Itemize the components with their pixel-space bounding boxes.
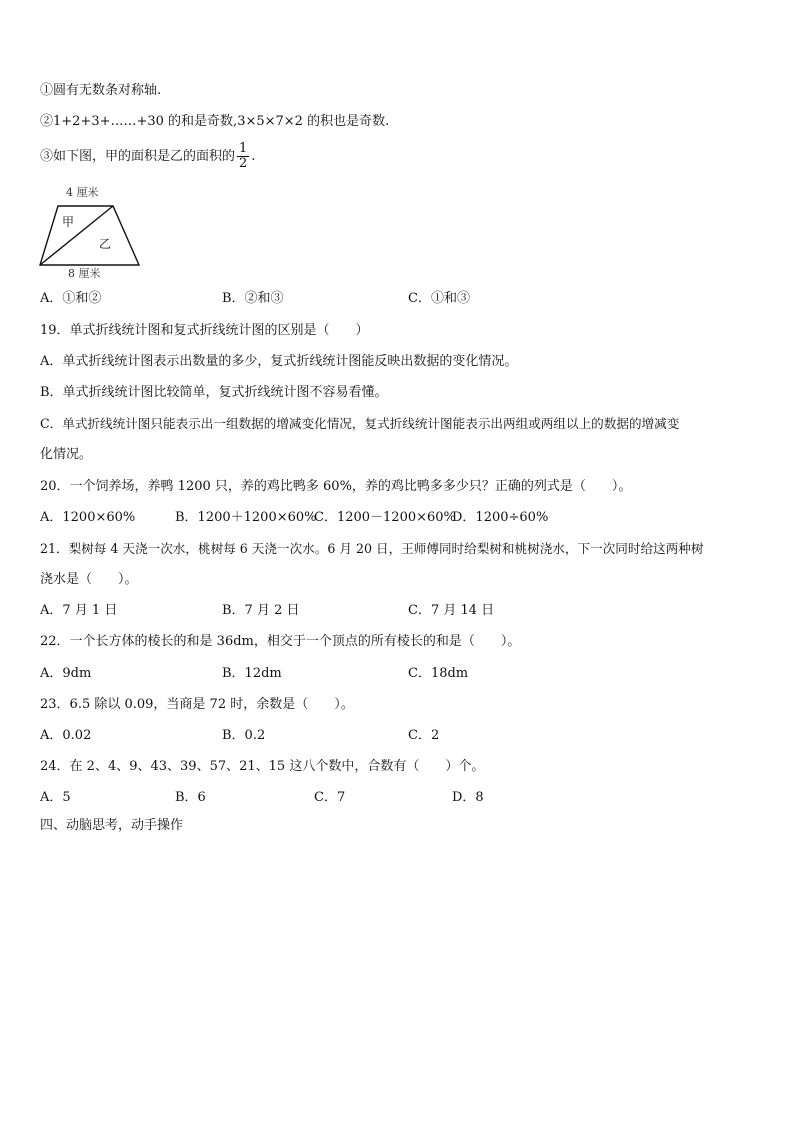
bottom-length-label: 8 厘米 [68, 267, 101, 280]
statement-2: ②1+2+3+……+30 的和是奇数,3×5×7×2 的积也是奇数. [40, 114, 390, 129]
q23-option-c[interactable]: C．2 [408, 728, 440, 743]
q21-stem-continued: 浇水是（ ）。 [40, 572, 138, 587]
q21-option-b[interactable]: B．7 月 2 日 [222, 603, 300, 618]
q20-stem: 20．一个饲养场，养鸭 1200 只，养的鸡比鸭多 60%，养的鸡比鸭多多少只？正确的列式是（ ）。 [40, 479, 632, 494]
q20-option-b[interactable]: B．1200＋1200×60% [175, 510, 317, 525]
q23-option-a[interactable]: A．0.02 [40, 728, 92, 743]
region-yi-label: 乙 [99, 237, 112, 251]
q22-stem: 22．一个长方体的棱长的和是 36dm，相交于一个顶点的所有棱长的和是（ ）。 [40, 634, 521, 649]
q23-option-b[interactable]: B．0.2 [222, 728, 266, 743]
q20-option-d[interactable]: D．1200÷60% [452, 510, 549, 525]
fraction-numerator: 1 [239, 141, 248, 156]
q21-option-a[interactable]: A．7 月 1 日 [40, 603, 118, 618]
q22-option-c[interactable]: C．18dm [408, 666, 469, 681]
q18-option-c[interactable]: C．①和③ [408, 291, 470, 306]
q20-option-a[interactable]: A．1200×60% [40, 510, 136, 525]
q22-option-b[interactable]: B．12dm [222, 666, 282, 681]
fraction [237, 142, 249, 171]
q22-option-a[interactable]: A．9dm [40, 666, 92, 681]
trapezoid-outline [40, 206, 139, 265]
q19-option-c-continued: 化情况。 [40, 447, 93, 462]
q18-option-b[interactable]: B．②和③ [222, 291, 284, 306]
trapezoid-figure [34, 182, 146, 280]
q21-option-c[interactable]: C．7 月 14 日 [408, 603, 495, 618]
statement-3-prefix: ③如下图，甲的面积是乙的面积的 [40, 149, 236, 164]
q20-option-c[interactable]: C．1200－1200×60% [314, 510, 456, 525]
q19-option-a[interactable]: A．单式折线统计图表示出数量的多少，复式折线统计图能反映出数据的变化情况。 [40, 354, 518, 369]
q24-option-d[interactable]: D．8 [452, 790, 484, 805]
section-4-heading: 四、动脑思考，动手操作 [40, 818, 184, 833]
q19-option-b[interactable]: B．单式折线统计图比较简单，复式折线统计图不容易看懂。 [40, 385, 388, 400]
q24-option-b[interactable]: B．6 [175, 790, 206, 805]
q24-option-c[interactable]: C．7 [314, 790, 346, 805]
q18-option-a[interactable]: A．①和② [40, 291, 102, 306]
statement-3 [40, 142, 255, 172]
trapezoid-diagonal [40, 206, 113, 265]
q24-stem: 24．在 2、4、9、43、39、57、21、15 这八个数中，合数有（ ）个。 [40, 759, 485, 774]
q21-stem: 21．梨树每 4 天浇一次水，桃树每 6 天浇一次水。6 月 20 日，王师傅同时给梨树和桃树浇水，下一次同时给这两种树 [40, 541, 704, 556]
statement-3-suffix: . [251, 149, 256, 164]
q19-stem: 19．单式折线统计图和复式折线统计图的区别是（ ） [40, 323, 369, 338]
q24-option-a[interactable]: A．5 [40, 790, 71, 805]
q23-stem: 23．6.5 除以 0.09，当商是 72 时，余数是（ ）。 [40, 697, 354, 712]
top-length-label: 4 厘米 [66, 186, 99, 199]
q19-option-c[interactable]: C．单式折线统计图只能表示出一组数据的增减变化情况，复式折线统计图能表示出两组或两组以上的数据的增减变 [40, 416, 680, 431]
region-jia-label: 甲 [62, 215, 75, 229]
fraction-denominator: 2 [239, 156, 248, 171]
statement-1: ①圆有无数条对称轴. [40, 83, 162, 98]
